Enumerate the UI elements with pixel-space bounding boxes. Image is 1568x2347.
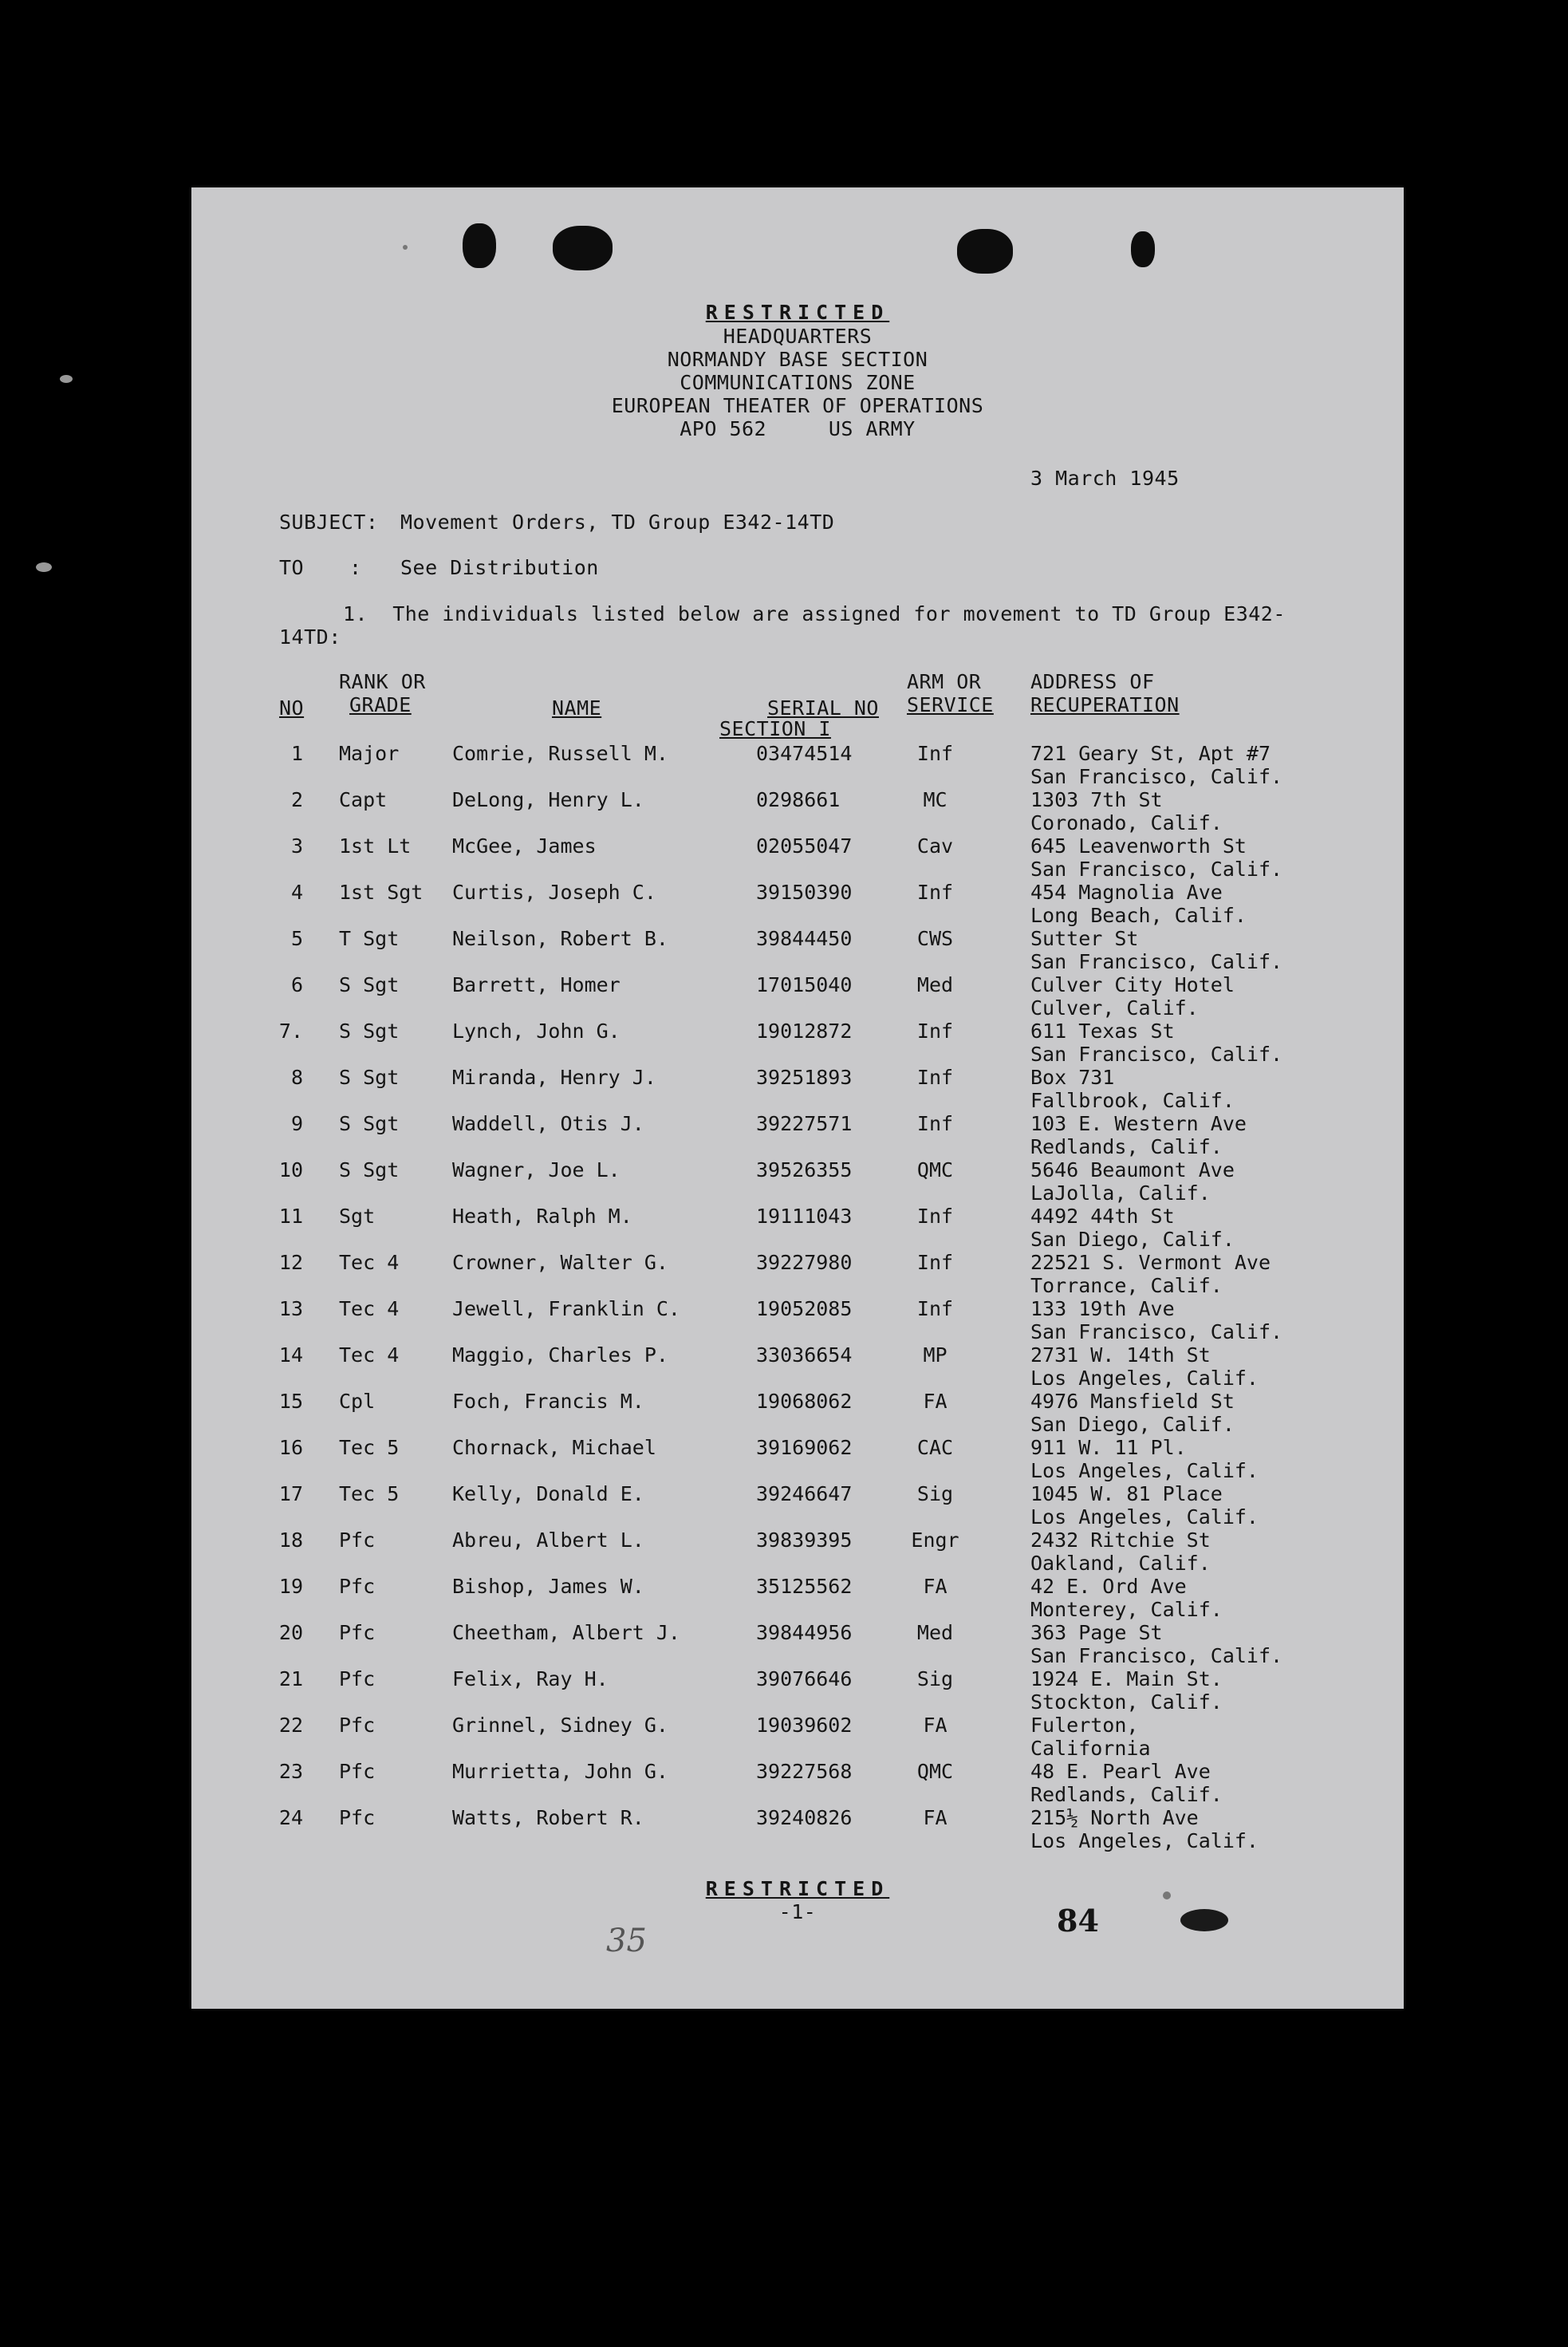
row-arm: Inf	[916, 1297, 954, 1320]
to-text: See Distribution	[400, 556, 599, 579]
row-arm: Engr	[911, 1529, 959, 1552]
row-rank: Tec 4	[339, 1251, 400, 1274]
header-line-2: NORMANDY BASE SECTION	[667, 348, 928, 371]
row-rank: Sgt	[339, 1205, 376, 1228]
row-arm: CWS	[916, 927, 954, 950]
subject-label: SUBJECT:	[279, 511, 379, 534]
row-name: Heath, Ralph M.	[452, 1205, 632, 1228]
row-address-line-1: 1924 E. Main St.	[1030, 1667, 1223, 1690]
row-address-line-1: Box 731	[1030, 1066, 1115, 1089]
row-arm: Inf	[916, 1066, 954, 1089]
table-row	[191, 1667, 1404, 1714]
row-address-line-2: Los Angeles, Calif.	[1030, 1459, 1259, 1482]
to-separator: :	[349, 556, 362, 579]
row-number: 14	[278, 1343, 303, 1367]
header-line-5: APO 562 US ARMY	[680, 417, 916, 440]
row-address-line-1: 911 W. 11 Pl.	[1030, 1436, 1187, 1459]
section-label: SECTION I	[719, 717, 831, 740]
row-address-line-1: 1045 W. 81 Place	[1030, 1482, 1223, 1505]
row-serial: 39839395	[756, 1529, 853, 1552]
row-name: Maggio, Charles P.	[452, 1343, 668, 1367]
row-name: Bishop, James W.	[452, 1575, 644, 1598]
row-number: 1	[290, 742, 303, 765]
row-address	[1030, 834, 1282, 881]
row-rank: Tec 4	[339, 1297, 400, 1320]
row-arm: Inf	[916, 742, 954, 765]
row-rank: Major	[339, 742, 400, 765]
smudge	[36, 562, 52, 572]
row-rank: S Sgt	[339, 973, 400, 996]
row-name: Grinnel, Sidney G.	[452, 1714, 668, 1737]
row-serial: 39076646	[756, 1667, 853, 1690]
row-address-line-2: Torrance, Calif.	[1030, 1274, 1223, 1297]
row-serial: 39251893	[756, 1066, 853, 1089]
stamp-number: 84	[1057, 1903, 1099, 1939]
row-serial: 39227568	[756, 1760, 853, 1783]
table-row	[191, 973, 1404, 1020]
row-rank: Tec 5	[339, 1482, 400, 1505]
row-rank: Cpl	[339, 1390, 376, 1413]
row-number: 4	[290, 881, 303, 904]
row-serial: 39169062	[756, 1436, 853, 1459]
row-address-line-2: San Diego, Calif.	[1030, 1228, 1235, 1251]
row-address-line-2: Los Angeles, Calif.	[1030, 1367, 1259, 1390]
row-number: 16	[278, 1436, 303, 1459]
row-serial: 39526355	[756, 1158, 853, 1181]
table-row	[191, 1158, 1404, 1205]
row-address	[1030, 1667, 1223, 1714]
row-serial: 02055047	[756, 834, 853, 858]
to-label: TO	[279, 556, 305, 579]
row-rank: Pfc	[339, 1529, 376, 1552]
row-address-line-2: Coronado, Calif.	[1030, 811, 1223, 834]
row-name: Murrietta, John G.	[452, 1760, 668, 1783]
row-address-line-1: 215½ North Ave	[1030, 1806, 1199, 1829]
row-address-line-2: Long Beach, Calif.	[1030, 904, 1247, 927]
row-address-line-1: 4976 Mansfield St	[1030, 1390, 1235, 1413]
table-row	[191, 1806, 1404, 1852]
row-arm: Inf	[916, 1112, 954, 1135]
paragraph-1-line-1: 1. The individuals listed below are assigned for movement to TD Group E342-	[343, 602, 1286, 625]
row-rank: S Sgt	[339, 1020, 400, 1043]
row-rank: S Sgt	[339, 1112, 400, 1135]
row-address	[1030, 1575, 1223, 1621]
row-arm: Inf	[916, 1205, 954, 1228]
row-number: 5	[290, 927, 303, 950]
row-arm: FA	[923, 1390, 947, 1413]
row-serial: 39844956	[756, 1621, 853, 1644]
pencil-note: 35	[606, 1923, 647, 1959]
page-number: -1-	[778, 1900, 817, 1923]
row-rank: Pfc	[339, 1714, 376, 1737]
header-line-3: COMMUNICATIONS ZONE	[680, 371, 916, 394]
row-address	[1030, 1251, 1271, 1297]
col-arm-top: ARM OR	[907, 670, 982, 693]
col-arm-bottom: SERVICE	[907, 693, 994, 716]
row-number: 9	[290, 1112, 303, 1135]
row-rank: Capt	[339, 788, 388, 811]
punch-hole	[1131, 231, 1155, 267]
row-address	[1030, 1436, 1259, 1482]
table-row	[191, 1343, 1404, 1390]
col-rank-bottom: GRADE	[349, 693, 412, 716]
table-row	[191, 1575, 1404, 1621]
row-serial: 19068062	[756, 1390, 853, 1413]
smudge	[60, 375, 73, 383]
row-address	[1030, 742, 1282, 788]
row-name: Wagner, Joe L.	[452, 1158, 621, 1181]
col-no: NO	[279, 696, 305, 720]
row-serial: 19012872	[756, 1020, 853, 1043]
row-name: Neilson, Robert B.	[452, 927, 668, 950]
row-address-line-1: 48 E. Pearl Ave	[1030, 1760, 1211, 1783]
row-serial: 19111043	[756, 1205, 853, 1228]
row-number: 24	[278, 1806, 303, 1829]
row-address-line-1: Culver City Hotel	[1030, 973, 1235, 996]
table-row	[191, 1205, 1404, 1251]
punch-hole	[553, 226, 613, 270]
row-arm: Med	[916, 1621, 954, 1644]
row-address-line-2: Stockton, Calif.	[1030, 1690, 1223, 1714]
row-rank: Pfc	[339, 1575, 376, 1598]
table-row	[191, 1436, 1404, 1482]
header-line-1: HEADQUARTERS	[723, 325, 873, 348]
row-address	[1030, 1529, 1211, 1575]
row-name: Cheetham, Albert J.	[452, 1621, 680, 1644]
row-arm: MC	[923, 788, 947, 811]
row-arm: Inf	[916, 881, 954, 904]
table-row	[191, 927, 1404, 973]
row-arm: FA	[923, 1714, 947, 1737]
col-address-bottom: RECUPERATION	[1030, 693, 1180, 716]
row-name: Chornack, Michael	[452, 1436, 656, 1459]
row-address-line-2: San Francisco, Calif.	[1030, 1043, 1283, 1066]
row-address-line-2: Redlands, Calif.	[1030, 1783, 1223, 1806]
row-address-line-1: 363 Page St	[1030, 1621, 1163, 1644]
table-row	[191, 834, 1404, 881]
row-serial: 39246647	[756, 1482, 853, 1505]
row-arm: Cav	[916, 834, 954, 858]
table-row	[191, 1482, 1404, 1529]
row-serial: 0298661	[756, 788, 841, 811]
row-serial: 19039602	[756, 1714, 853, 1737]
row-serial: 39844450	[756, 927, 853, 950]
document-date: 3 March 1945	[1030, 467, 1180, 490]
table-row	[191, 1020, 1404, 1066]
row-name: DeLong, Henry L.	[452, 788, 644, 811]
row-address	[1030, 1714, 1151, 1760]
row-address	[1030, 788, 1223, 834]
row-arm: CAC	[916, 1436, 954, 1459]
row-serial: 03474514	[756, 742, 853, 765]
row-address-line-2: San Francisco, Calif.	[1030, 950, 1283, 973]
row-rank: Pfc	[339, 1806, 376, 1829]
row-arm: Sig	[916, 1482, 954, 1505]
row-number: 7.	[278, 1020, 303, 1043]
row-rank: T Sgt	[339, 927, 400, 950]
row-address	[1030, 1112, 1247, 1158]
punch-hole	[463, 223, 496, 268]
row-arm: QMC	[916, 1760, 954, 1783]
row-address	[1030, 1020, 1282, 1066]
table-row	[191, 788, 1404, 834]
row-serial: 35125562	[756, 1575, 853, 1598]
document-page	[191, 187, 1404, 2009]
row-name: Waddell, Otis J.	[452, 1112, 644, 1135]
row-address-line-1: 2731 W. 14th St	[1030, 1343, 1211, 1367]
table-row	[191, 1251, 1404, 1297]
row-arm: MP	[923, 1343, 947, 1367]
row-address	[1030, 881, 1247, 927]
col-name: NAME	[552, 696, 602, 720]
row-number: 11	[278, 1205, 303, 1228]
table-row	[191, 1760, 1404, 1806]
row-address-line-2: Redlands, Calif.	[1030, 1135, 1223, 1158]
row-arm: Inf	[916, 1020, 954, 1043]
row-address-line-2: Oakland, Calif.	[1030, 1552, 1211, 1575]
row-address-line-2: San Francisco, Calif.	[1030, 858, 1283, 881]
row-address	[1030, 1760, 1223, 1806]
row-rank: Pfc	[339, 1621, 376, 1644]
row-address-line-2: San Diego, Calif.	[1030, 1413, 1235, 1436]
row-rank: Tec 4	[339, 1343, 400, 1367]
row-address-line-2: California	[1030, 1737, 1151, 1760]
row-address	[1030, 1297, 1282, 1343]
smudge	[1163, 1891, 1171, 1899]
subject-text: Movement Orders, TD Group E342-14TD	[400, 511, 835, 534]
row-arm: Med	[916, 973, 954, 996]
row-name: Kelly, Donald E.	[452, 1482, 644, 1505]
row-address	[1030, 927, 1282, 973]
row-serial: 39227980	[756, 1251, 853, 1274]
row-name: Watts, Robert R.	[452, 1806, 644, 1829]
punch-hole	[957, 229, 1013, 274]
row-address-line-1: 42 E. Ord Ave	[1030, 1575, 1187, 1598]
row-address-line-2: Fallbrook, Calif.	[1030, 1089, 1235, 1112]
row-name: McGee, James	[452, 834, 597, 858]
row-rank: 1st Sgt	[339, 881, 424, 904]
row-rank: Tec 5	[339, 1436, 400, 1459]
row-address-line-2: San Francisco, Calif.	[1030, 1644, 1283, 1667]
col-address-top: ADDRESS OF	[1030, 670, 1155, 693]
row-address	[1030, 1205, 1235, 1251]
classification-top: RESTRICTED	[705, 301, 890, 324]
paragraph-1-line-2: 14TD:	[279, 625, 341, 649]
row-address-line-1: Sutter St	[1030, 927, 1139, 950]
table-row	[191, 1621, 1404, 1667]
row-address-line-1: 454 Magnolia Ave	[1030, 881, 1223, 904]
row-arm: Inf	[916, 1251, 954, 1274]
row-address-line-1: 2432 Ritchie St	[1030, 1529, 1211, 1552]
row-address-line-1: 645 Leavenworth St	[1030, 834, 1247, 858]
row-serial: 17015040	[756, 973, 853, 996]
row-name: Comrie, Russell M.	[452, 742, 668, 765]
row-number: 21	[278, 1667, 303, 1690]
row-address-line-1: 22521 S. Vermont Ave	[1030, 1251, 1271, 1274]
table-row	[191, 1297, 1404, 1343]
row-name: Abreu, Albert L.	[452, 1529, 644, 1552]
row-serial: 19052085	[756, 1297, 853, 1320]
row-address-line-2: San Francisco, Calif.	[1030, 1320, 1283, 1343]
row-arm: Sig	[916, 1667, 954, 1690]
row-name: Barrett, Homer	[452, 973, 621, 996]
row-address	[1030, 1390, 1235, 1436]
row-serial: 39150390	[756, 881, 853, 904]
table-row	[191, 1112, 1404, 1158]
table-row	[191, 1714, 1404, 1760]
row-number: 20	[278, 1621, 303, 1644]
row-name: Foch, Francis M.	[452, 1390, 644, 1413]
table-row	[191, 1390, 1404, 1436]
row-address	[1030, 1066, 1235, 1112]
row-address	[1030, 1482, 1259, 1529]
col-rank-top: RANK OR	[339, 670, 426, 693]
row-address	[1030, 1343, 1259, 1390]
row-name: Jewell, Franklin C.	[452, 1297, 680, 1320]
row-name: Felix, Ray H.	[452, 1667, 609, 1690]
row-address-line-1: 103 E. Western Ave	[1030, 1112, 1247, 1135]
classification-bottom: RESTRICTED	[705, 1877, 890, 1900]
row-address-line-2: Los Angeles, Calif.	[1030, 1829, 1259, 1852]
row-number: 2	[290, 788, 303, 811]
table-row	[191, 742, 1404, 788]
row-address-line-2: Los Angeles, Calif.	[1030, 1505, 1259, 1529]
row-name: Curtis, Joseph C.	[452, 881, 656, 904]
row-serial: 39240826	[756, 1806, 853, 1829]
row-arm: FA	[923, 1575, 947, 1598]
row-number: 17	[278, 1482, 303, 1505]
row-name: Lynch, John G.	[452, 1020, 621, 1043]
row-number: 10	[278, 1158, 303, 1181]
row-rank: Pfc	[339, 1667, 376, 1690]
smudge	[1180, 1909, 1228, 1931]
row-address-line-2: Culver, Calif.	[1030, 996, 1199, 1020]
row-address-line-1: 4492 44th St	[1030, 1205, 1175, 1228]
row-arm: FA	[923, 1806, 947, 1829]
row-number: 19	[278, 1575, 303, 1598]
row-serial: 39227571	[756, 1112, 853, 1135]
header-line-4: EUROPEAN THEATER OF OPERATIONS	[611, 394, 984, 417]
row-address-line-2: Monterey, Calif.	[1030, 1598, 1223, 1621]
row-number: 15	[278, 1390, 303, 1413]
row-number: 6	[290, 973, 303, 996]
row-address-line-1: 133 19th Ave	[1030, 1297, 1175, 1320]
row-address	[1030, 1806, 1259, 1852]
row-address-line-1: Fulerton,	[1030, 1714, 1139, 1737]
row-address-line-2: LaJolla, Calif.	[1030, 1181, 1211, 1205]
row-number: 13	[278, 1297, 303, 1320]
table-row	[191, 1529, 1404, 1575]
row-rank: Pfc	[339, 1760, 376, 1783]
row-number: 23	[278, 1760, 303, 1783]
row-address-line-1: 721 Geary St, Apt #7	[1030, 742, 1271, 765]
smudge	[403, 245, 408, 250]
row-address	[1030, 1621, 1282, 1667]
table-row	[191, 1066, 1404, 1112]
row-number: 8	[290, 1066, 303, 1089]
row-address-line-2: San Francisco, Calif.	[1030, 765, 1283, 788]
table-row	[191, 881, 1404, 927]
row-address-line-1: 5646 Beaumont Ave	[1030, 1158, 1235, 1181]
row-address	[1030, 1158, 1235, 1205]
row-address	[1030, 973, 1235, 1020]
row-rank: S Sgt	[339, 1066, 400, 1089]
row-name: Crowner, Walter G.	[452, 1251, 668, 1274]
row-number: 12	[278, 1251, 303, 1274]
row-rank: S Sgt	[339, 1158, 400, 1181]
row-number: 22	[278, 1714, 303, 1737]
row-number: 3	[290, 834, 303, 858]
row-address-line-1: 611 Texas St	[1030, 1020, 1175, 1043]
row-address-line-1: 1303 7th St	[1030, 788, 1163, 811]
row-number: 18	[278, 1529, 303, 1552]
row-arm: QMC	[916, 1158, 954, 1181]
row-rank: 1st Lt	[339, 834, 412, 858]
row-serial: 33036654	[756, 1343, 853, 1367]
row-name: Miranda, Henry J.	[452, 1066, 656, 1089]
col-serial: SERIAL NO	[767, 696, 879, 720]
